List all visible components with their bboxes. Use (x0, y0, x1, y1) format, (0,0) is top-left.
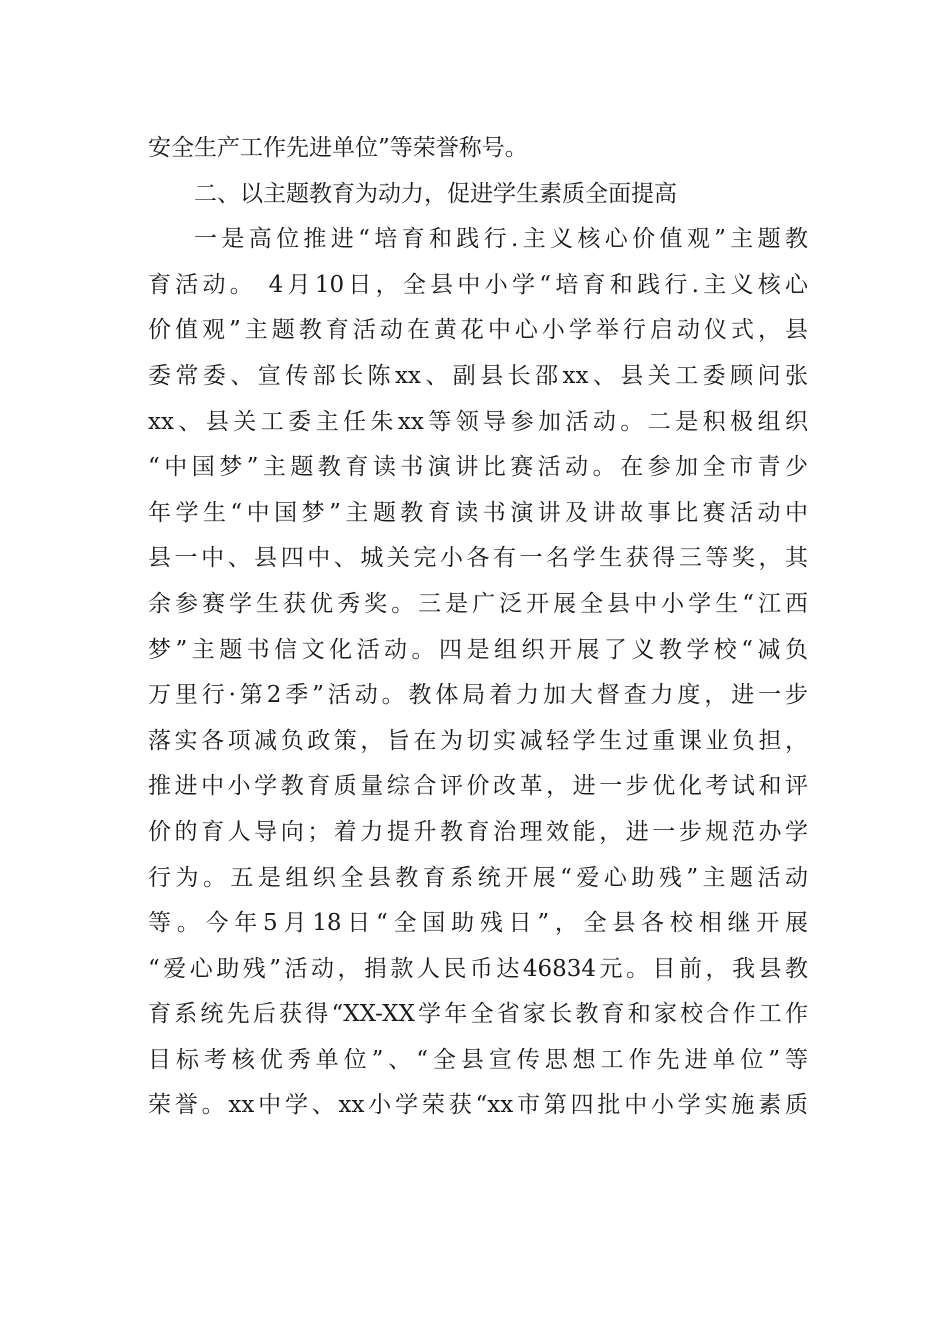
body-line: 育系统先后获得“XX-XX学年全省家长教育和家校合作工作 (148, 1001, 808, 1028)
body-line: “中国梦”主题教育读书演讲比赛活动。在参加全市青少 (148, 454, 808, 481)
body-line: 安全生产工作先进单位”等荣誉称号。 (148, 135, 528, 161)
body-line: 价值观”主题教育活动在黄花中心小学举行启动仪式，县 (148, 317, 808, 344)
body-line: 荣誉。xx中学、xx小学荣获“xx市第四批中小学实施素质 (148, 1092, 808, 1119)
body-line: 梦”主题书信文化活动。四是组织开展了义教学校“减负 (148, 636, 808, 663)
body-line: 育活动。 4月10日，全县中小学“培育和践行.主义核心 (148, 271, 808, 298)
body-line: 余参赛学生获优秀奖。三是广泛开展全县中小学生“江西 (148, 590, 808, 617)
body-line: “爱心助残”活动，捐款人民币达46834元。目前，我县教 (148, 955, 808, 982)
body-line: 行为。五是组织全县教育系统开展“爱心助残”主题活动 (148, 864, 808, 891)
body-line: 万里行·第2季”活动。教体局着力加大督查力度，进一步 (148, 682, 808, 709)
body-line: 县一中、县四中、城关完小各有一名学生获得三等奖，其 (148, 545, 808, 572)
body-line: 年学生“中国梦”主题教育读书演讲及讲故事比赛活动中 (148, 499, 808, 526)
section-heading: 二、以主题教育为动力，促进学生素质全面提高 (194, 180, 677, 207)
body-line: xx、县关工委主任朱xx等领导参加活动。二是积极组织 (148, 408, 808, 435)
body-line: 价的育人导向；着力提升教育治理效能，进一步规范办学 (148, 818, 808, 845)
body-line: 目标考核优秀单位”、“全县宣传思想工作先进单位”等 (148, 1046, 808, 1073)
body-line: 一是高位推进“培育和践行.主义核心价值观”主题教 (194, 226, 808, 253)
body-line: 委常委、宣传部长陈xx、副县长邵xx、县关工委顾问张 (148, 362, 808, 389)
document-body (148, 126, 808, 1129)
body-line: 落实各项减负政策，旨在为切实减轻学生过重课业负担， (148, 727, 808, 754)
body-line: 等。今年5月18日“全国助残日”，全县各校相继开展 (148, 910, 808, 937)
body-line: 推进中小学教育质量综合评价改革，进一步优化考试和评 (148, 773, 808, 800)
